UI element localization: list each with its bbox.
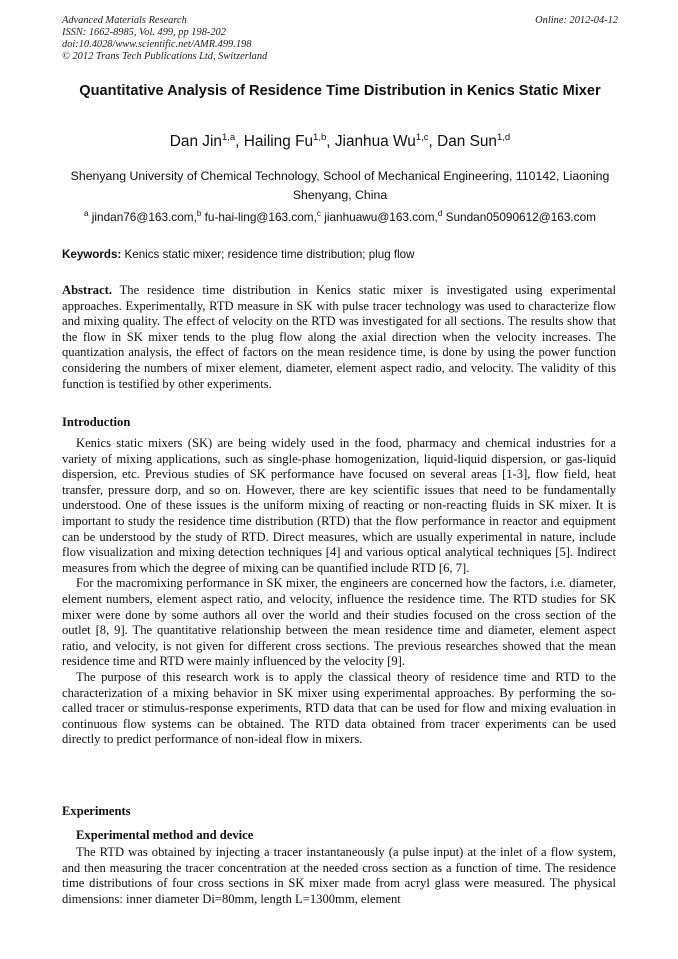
copyright-line: © 2012 Trans Tech Publications Ltd, Switzerland bbox=[62, 51, 268, 62]
introduction-body bbox=[62, 436, 616, 748]
keywords-text: Kenics static mixer; residence time distribution; plug flow bbox=[124, 248, 415, 261]
introduction-heading: Introduction bbox=[62, 415, 131, 429]
author-name: Hailing Fu bbox=[243, 133, 314, 150]
journal-header bbox=[62, 15, 618, 63]
abstract-label: Abstract. bbox=[62, 283, 113, 297]
paragraph: For the macromixing performance in SK mixer, the engineers are concerned how the factors, i.e. diameter, element numbers, element aspect ratio, and velocity, influence the residence time. The RTD studies for SK mixer were done by some authors all over the world and their studies focused on the cross section of the outlet [8, 9]. The quantitative relationship between the mean residence time and diameter, element aspect ratio, and velocity, is not given for different cross sections. The previous researches showed that the mean residence time and RTD were mainly influenced by the velocity [9]. bbox=[62, 576, 616, 669]
email-mark: d bbox=[437, 209, 443, 218]
paragraph: Kenics static mixers (SK) are being widely used in the food, pharmacy and chemical industries for a variety of mixing applications, such as single-phase homogenization, liquid-liquid dispersion, or gas-liquid dispersion, etc. Previous studies of SK performance have focused on several areas [1-3], flow field, heat transfer, pressure dorp, and so on. However, there are key scientific issues that need to be fundamentally understood. One of these issues is the uniform mixing of reacting or non-reacting fluids in SK mixer. It is important to study the residence time distribution (RTD) that the flow performance in reactor and equipment can be understood by the study of RTD. Direct measures, which are usually experimental in nature, include flow visualization and mixing detection techniques [4] and various optical analytical techniques [5]. Indirect measures from which the degree of mixing can be quantified include RTD [6, 7]. bbox=[62, 436, 616, 575]
online-date: Online: 2012-04-12 bbox=[535, 15, 618, 26]
author-affiliation-mark: 1,d bbox=[496, 132, 511, 143]
issn-line: ISSN: 1662-8985, Vol. 499, pp 198-202 bbox=[62, 27, 226, 38]
paragraph: The purpose of this research work is to apply the classical theory of residence time and RTD to the characterization of a mixing behavior in SK mixer using experimental approaches. By performing the so-called tracer or stimulus-response experiments, RTD data that can be used for flow and mixing evaluation in continuous flow systems can be obtained. The RTD data obtained from tracer experiments can be used directly to predict performance of non-ideal flow in mixers. bbox=[62, 669, 616, 747]
keywords-label: Keywords: bbox=[62, 248, 122, 261]
paper-title: Quantitative Analysis of Residence Time Distribution in Kenics Static Mixer bbox=[79, 83, 601, 99]
email-mark: a bbox=[84, 209, 89, 218]
email-link[interactable]: jindan76@163.com, bbox=[91, 210, 197, 224]
affiliation: Shenyang University of Chemical Technology, School of Mechanical Engineering, 110142, Liaoning Shenyang, China bbox=[70, 169, 610, 202]
abstract-text: The residence time distribution in Kenics static mixer is investigated using experimental approaches. Experimentally, RTD measure in SK with pulse tracer technology was used to characterize flow and mixing quality. The effect of velocity on the RTD was investigated for all sections. The results show that the flow in SK mixer tends to the plug flow along the axial direction when the velocity increases. The quantization analysis, the effect of factors on the mean residence time, is done by using the power function considering the numbers of mixer element, diameter, element aspect radio, and velocity. The validity of this function is testified by other experiments. bbox=[62, 283, 616, 391]
email-link[interactable]: jianhuawu@163.com, bbox=[324, 210, 438, 224]
abstract bbox=[62, 283, 616, 392]
author-affiliation-mark: 1,a bbox=[221, 132, 236, 143]
experiments-heading: Experiments bbox=[62, 804, 131, 818]
author-name: Dan Jin bbox=[169, 133, 222, 150]
author-name: Dan Sun bbox=[437, 133, 497, 150]
doi-line[interactable]: doi:10.4028/www.scientific.net/AMR.499.198 bbox=[62, 39, 252, 50]
email-mark: b bbox=[196, 209, 202, 218]
paragraph: The RTD was obtained by injecting a tracer instantaneously (a pulse input) at the inlet of a flow system, and then measuring the tracer concentration at the needed cross section as a function of time. The residence time distributions of four cross sections in SK mixer made from acryl glass were measured. The physical dimensions: inner diameter Di=80mm, length L=1300mm, element bbox=[62, 845, 616, 906]
experiments-body bbox=[62, 845, 616, 907]
email-mark: c bbox=[316, 209, 321, 218]
email-link[interactable]: Sundan05090612@163.com bbox=[445, 210, 596, 224]
author-affiliation-mark: 1,b bbox=[313, 132, 327, 143]
author-list: Dan Jin$^{1,a}$, Hailing Fu$^{1,b}$, Jianhua Wu$^{1,c}$, Dan Sun$^{1,d}$ bbox=[169, 132, 511, 150]
author-affiliation-mark: 1,c bbox=[415, 132, 429, 143]
author-name: Jianhua Wu bbox=[334, 133, 416, 150]
email-link[interactable]: fu-hai-ling@163.com, bbox=[204, 210, 317, 224]
journal-name: Advanced Materials Research bbox=[62, 15, 187, 26]
author-emails bbox=[62, 209, 618, 225]
keywords bbox=[62, 248, 618, 262]
experimental-method-subheading: Experimental method and device bbox=[76, 828, 254, 842]
